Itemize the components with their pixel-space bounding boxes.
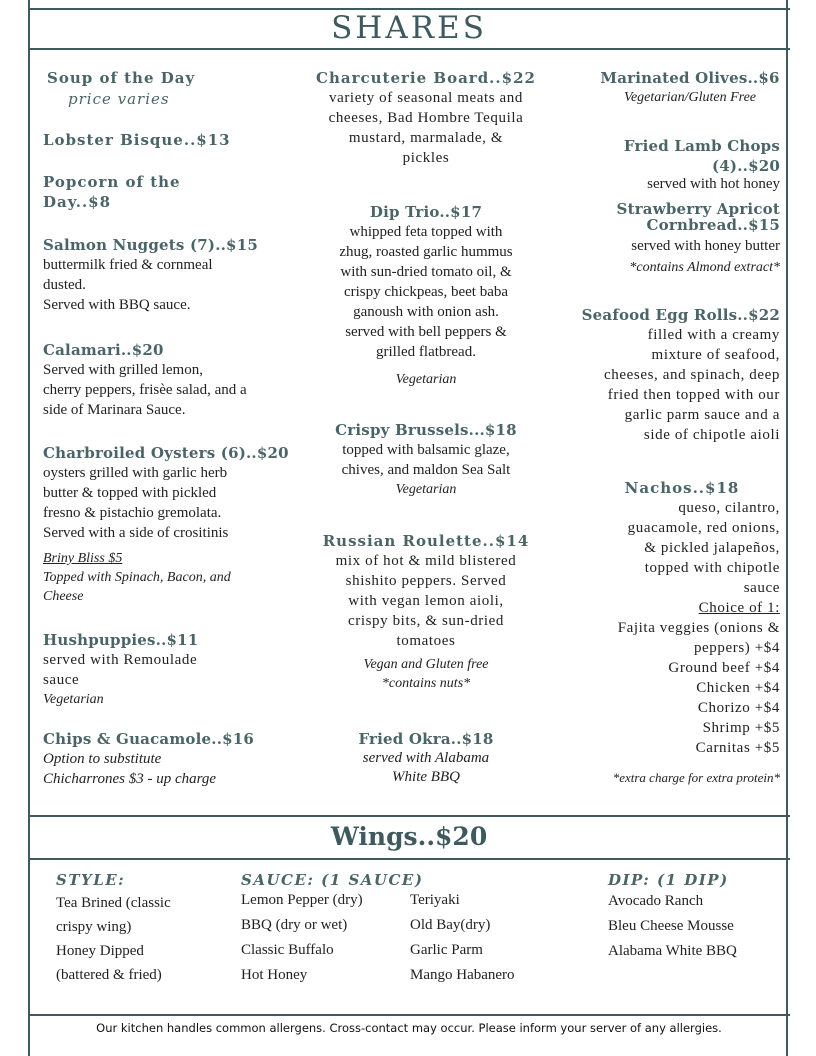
item-desc: Served with grilled lemon, <box>43 362 203 378</box>
item-name: Dip Trio..$17 <box>369 203 483 221</box>
item-tag: Vegetarian <box>395 372 457 387</box>
menu-item-nachos <box>570 478 780 787</box>
item-desc: chives, and maldon Sea Salt <box>341 462 511 478</box>
menu-item-roulette <box>296 531 556 693</box>
menu-item-popcorn <box>43 172 181 212</box>
menu-item-chips <box>43 729 254 789</box>
list-item: Classic Buffalo <box>241 942 334 958</box>
divider-wings-top <box>28 815 790 817</box>
item-desc: mustard, marmalade, & <box>348 130 504 146</box>
wings-dip-list <box>608 889 737 964</box>
item-name: Chips & Guacamole..$16 <box>43 730 255 748</box>
list-item: Garlic Parm <box>410 942 483 958</box>
menu-item-briny-bliss <box>43 549 231 606</box>
item-desc: whipped feta topped with <box>349 224 503 240</box>
item-desc: cherry peppers, frisèe salad, and a <box>43 382 247 398</box>
item-desc: Cheese <box>43 589 84 604</box>
menu-item-cornbread <box>570 201 780 277</box>
item-desc: with vegan lemon aioli, <box>348 593 504 609</box>
item-name: Cornbread..$15 <box>646 216 780 234</box>
item-name: Crispy Brussels...$18 <box>335 421 517 439</box>
choice-option: Chicken +$4 <box>696 680 780 696</box>
choice-option: Shrimp +$5 <box>702 720 780 736</box>
item-desc: crispy bits, & sun-dried <box>347 613 505 629</box>
item-desc: crispy chickpeas, beet baba <box>343 284 509 300</box>
item-desc: Option to substitute <box>43 751 162 767</box>
item-desc: cheeses, Bad Hombre Tequila <box>328 110 524 126</box>
divider-wings-bottom <box>28 858 790 860</box>
item-name: Russian Roulette..$14 <box>322 532 530 550</box>
item-tag: *extra charge for extra protein* <box>612 770 780 785</box>
choice-option: peppers) +$4 <box>693 640 780 656</box>
item-desc: served with Remoulade <box>43 652 198 668</box>
item-desc: filled with a creamy <box>647 327 780 343</box>
wings-style-heading: STYLE: <box>56 871 126 889</box>
menu-item-egg-rolls <box>560 305 780 445</box>
menu-item-soup <box>47 68 195 110</box>
item-desc: Chicharrones $3 - up charge <box>43 771 217 787</box>
item-name: Seafood Egg Rolls..$22 <box>581 306 780 324</box>
list-item: Avocado Ranch <box>608 893 704 909</box>
item-desc: grilled flatbread. <box>376 344 476 360</box>
item-desc: pickles <box>402 150 450 166</box>
item-desc: with sun-dried tomato oil, & <box>340 264 512 280</box>
item-desc: served with bell peppers & <box>345 324 507 340</box>
item-desc: Topped with Spinach, Bacon, and <box>43 570 231 585</box>
menu-item-okra <box>296 729 556 787</box>
item-name: Hushpuppies..$11 <box>43 631 199 649</box>
item-desc: Served with a side of crositinis <box>43 525 229 541</box>
item-desc: side of Marinara Sauce. <box>43 402 186 418</box>
wings-dip <box>608 871 737 964</box>
item-desc: fried then topped with our <box>607 387 780 403</box>
item-desc: shishito peppers. Served <box>345 573 507 589</box>
item-desc: guacamole, red onions, <box>627 520 780 536</box>
item-name: Nachos..$18 <box>624 479 740 497</box>
item-name: Fried Okra..$18 <box>358 730 494 748</box>
wings-sauce-list-2 <box>410 888 570 988</box>
choice-option: Carnitas +$5 <box>695 740 780 756</box>
item-desc: tomatoes <box>396 633 456 649</box>
wings-dip-heading: DIP: (1 DIP) <box>608 871 729 889</box>
wings-style-list <box>56 891 171 987</box>
list-item: Alabama White BBQ <box>608 943 737 959</box>
item-desc: oysters grilled with garlic herb <box>43 465 228 481</box>
item-desc: buttermilk fried & cornmeal <box>43 257 213 273</box>
item-name: Salmon Nuggets (7)..$15 <box>43 236 258 254</box>
item-name: Lobster Bisque..$13 <box>43 131 231 149</box>
item-desc: queso, cilantro, <box>678 500 780 516</box>
menu-item-lamb <box>560 136 780 192</box>
wings-sauce-heading: SAUCE: (1 SAUCE) <box>241 871 424 889</box>
list-item: BBQ (dry or wet) <box>241 917 348 933</box>
choice-label: Choice of 1: <box>698 600 780 616</box>
item-desc: topped with chipotle <box>644 560 780 576</box>
item-tag: Vegetarian/Gluten Free <box>623 90 757 105</box>
list-item: Mango Habanero <box>410 967 515 983</box>
choice-option: Chorizo +$4 <box>697 700 780 716</box>
choice-option: Ground beef +$4 <box>668 660 780 676</box>
menu-item-charcuterie <box>296 68 556 168</box>
shares-title: SHARES <box>331 10 487 46</box>
item-desc: served with Alabama <box>362 750 490 766</box>
item-desc: cheeses, and spinach, deep <box>604 367 780 383</box>
item-desc: sauce <box>743 580 780 596</box>
list-item: (battered & fried) <box>56 967 162 983</box>
item-name: Charbroiled Oysters (6)..$20 <box>43 444 289 462</box>
menu-item-oysters <box>43 443 289 543</box>
item-name: Briny Bliss $5 <box>43 551 123 566</box>
item-name: Strawberry Apricot <box>616 200 780 218</box>
item-desc: & pickled jalapeños, <box>644 540 780 556</box>
list-item: Old Bay(dry) <box>410 917 491 933</box>
menu-item-lobster <box>43 130 231 150</box>
item-desc: garlic parm sauce and a <box>624 407 780 423</box>
item-name: Soup of the Day <box>47 69 196 87</box>
item-tag: *contains nuts* <box>381 676 471 691</box>
menu-item-calamari <box>43 340 247 420</box>
item-tag: Vegetarian <box>395 482 457 497</box>
item-desc: variety of seasonal meats and <box>328 90 523 106</box>
menu-item-brussels <box>296 420 556 499</box>
wings-style <box>56 871 171 987</box>
item-desc: White BBQ <box>392 769 460 785</box>
item-desc: served with honey butter <box>631 238 780 254</box>
choice-option: Fajita veggies (onions & <box>617 620 780 636</box>
wings-title: Wings..$20 <box>330 822 488 851</box>
item-name: Calamari..$20 <box>43 341 164 359</box>
list-item: Bleu Cheese Mousse <box>608 918 734 934</box>
item-desc: zhug, roasted garlic hummus <box>339 244 513 260</box>
item-name: Popcorn of the <box>43 173 181 191</box>
wings-sauce-list-1 <box>241 888 411 988</box>
item-desc: mix of hot & mild blistered <box>335 553 517 569</box>
wings-sauce <box>241 871 515 983</box>
item-desc: served with hot honey <box>647 176 780 192</box>
divider-shares <box>28 48 790 50</box>
item-tag: Vegan and Gluten free <box>363 657 489 672</box>
list-item: Teriyaki <box>410 892 460 908</box>
item-note: price varies <box>68 90 170 108</box>
item-desc: side of chipotle aioli <box>643 427 780 443</box>
item-name: Charcuterie Board..$22 <box>316 69 536 87</box>
item-desc: ganoush with onion ash. <box>353 304 499 320</box>
menu-item-olives <box>590 68 790 107</box>
item-desc: topped with balsamic glaze, <box>342 442 510 458</box>
allergen-notice: Our kitchen handles common allergens. Cross-contact may occur. Please inform your server of any allergies. <box>96 1021 722 1035</box>
item-desc: dusted. <box>43 277 86 293</box>
item-name: Day..$8 <box>43 193 112 211</box>
item-tag: Vegetarian <box>43 692 104 707</box>
list-item: Hot Honey <box>241 967 308 983</box>
item-desc: fresno & pistachio gremolata. <box>43 505 222 521</box>
list-item: crispy wing) <box>56 919 132 935</box>
item-name: Fried Lamb Chops (4)..$20 <box>623 137 780 175</box>
list-item: Honey Dipped <box>56 943 144 959</box>
item-desc: Served with BBQ sauce. <box>43 297 191 313</box>
item-desc: sauce <box>43 672 80 688</box>
item-desc: butter & topped with pickled <box>43 485 217 501</box>
item-name: Marinated Olives..$6 <box>600 69 780 87</box>
item-tag: *contains Almond extract* <box>629 260 780 275</box>
menu-item-dip-trio <box>296 202 556 389</box>
divider-footer <box>28 1014 790 1016</box>
list-item: Lemon Pepper (dry) <box>241 892 363 908</box>
item-desc: mixture of seafood, <box>651 347 780 363</box>
list-item: Tea Brined (classic <box>56 895 171 911</box>
menu-item-hushpuppies <box>43 630 198 709</box>
menu-item-salmon <box>43 235 258 315</box>
